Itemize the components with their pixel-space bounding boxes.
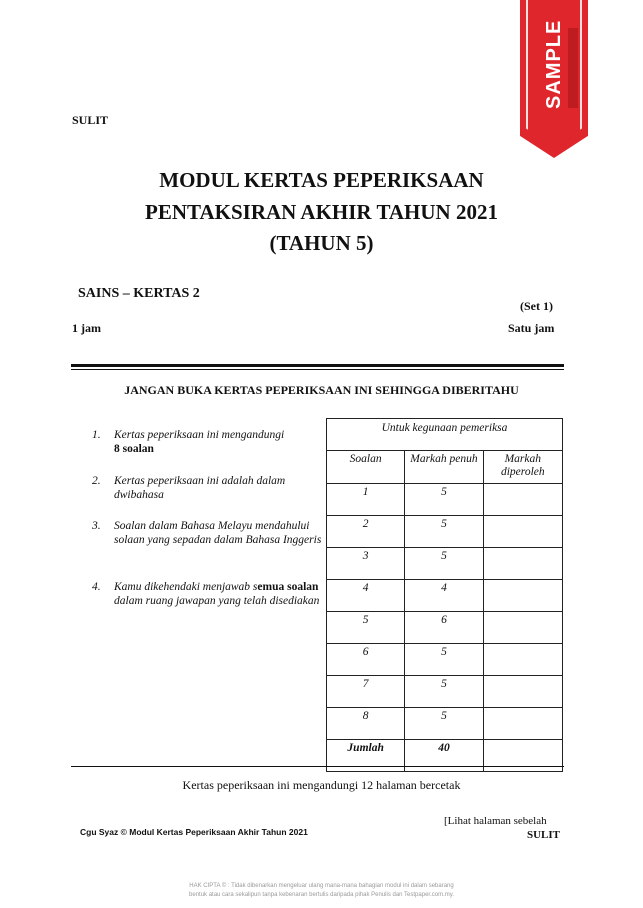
bottom-rule xyxy=(71,766,564,767)
instruction-text: Soalan dalam Bahasa Melayu mendahului solaan yang sepadan dalam Bahasa Inggeris xyxy=(114,520,322,546)
instruction-text: Kertas peperiksaan ini mengandungi xyxy=(114,429,285,441)
copyright-line-2: bentuk atau cara sekalipun tanpa kebenaran bertulis daripada pihak Penulis dan Testpaper.com.my. xyxy=(189,892,454,898)
full-mark: 5 xyxy=(405,548,483,580)
footer-author: Cgu Syaz © Modul Kertas Peperiksaan Akhir Tahun 2021 xyxy=(80,827,308,837)
full-mark: 5 xyxy=(405,484,483,516)
set-label: (Set 1) xyxy=(520,299,553,313)
table-row xyxy=(327,580,563,612)
table-row xyxy=(327,708,563,740)
table-row xyxy=(327,548,563,580)
footer-next-page: [Lihat halaman sebelah xyxy=(444,815,547,827)
table-caption: Untuk kegunaan pemeriksa xyxy=(327,419,563,451)
full-mark: 4 xyxy=(405,580,483,612)
table-header-markah-diperoleh: Markah diperoleh xyxy=(483,451,562,484)
full-mark: 5 xyxy=(405,676,483,708)
full-mark: 5 xyxy=(405,708,483,740)
obtained-mark xyxy=(483,484,562,516)
instruction-text-rest: dalam ruang jawapan yang telah disediakan xyxy=(114,595,320,607)
total-mark: 40 xyxy=(405,740,483,772)
full-mark: 6 xyxy=(405,612,483,644)
instruction-text: Kertas peperiksaan ini adalah dalam dwibahasa xyxy=(114,475,286,501)
instruction-number: 4. xyxy=(92,581,101,593)
subject-label: SAINS – KERTAS 2 xyxy=(78,286,200,301)
instruction-item xyxy=(92,519,322,547)
obtained-mark xyxy=(483,548,562,580)
instruction-item xyxy=(92,580,322,608)
page-count-note: Kertas peperiksaan ini mengandungi 12 halaman bercetak xyxy=(182,778,461,792)
obtained-mark xyxy=(483,516,562,548)
double-rule-thick xyxy=(71,364,564,367)
table-header-soalan: Soalan xyxy=(327,451,405,484)
instruction-number: 1. xyxy=(92,429,101,441)
copyright-line-1: HAK CIPTA © : Tidak dibenarkan mengeluar ulang mana-mana bahagian modul ini dalam sebarang xyxy=(189,883,454,889)
double-rule-thin xyxy=(71,369,564,370)
duration-left: 1 jam xyxy=(72,321,101,335)
question-number: 5 xyxy=(327,612,405,644)
title-line-2: PENTAKSIRAN AKHIR TAHUN 2021 xyxy=(145,200,498,224)
title-line-1: MODUL KERTAS PEPERIKSAAN xyxy=(159,168,484,192)
obtained-mark xyxy=(483,612,562,644)
question-number: 8 xyxy=(327,708,405,740)
title-line-3: (TAHUN 5) xyxy=(269,231,374,255)
total-label: Jumlah xyxy=(327,740,405,772)
header-sulit: SULIT xyxy=(72,113,109,127)
obtained-mark xyxy=(483,580,562,612)
question-number: 4 xyxy=(327,580,405,612)
table-header-markah-penuh: Markah penuh xyxy=(405,451,483,484)
instruction-bold-text: emua soalan xyxy=(257,581,319,593)
instruction-item xyxy=(92,474,322,502)
question-number: 3 xyxy=(327,548,405,580)
examiner-table xyxy=(326,418,563,772)
table-row xyxy=(327,644,563,676)
instruction-number: 2. xyxy=(92,475,101,487)
question-number: 2 xyxy=(327,516,405,548)
instruction-number: 3. xyxy=(92,520,101,532)
question-number: 1 xyxy=(327,484,405,516)
sample-ribbon-shade xyxy=(568,28,578,108)
table-row xyxy=(327,676,563,708)
instruction-bold-text: 8 soalan xyxy=(114,443,154,455)
obtained-mark xyxy=(483,708,562,740)
obtained-mark xyxy=(483,644,562,676)
copyright-notice xyxy=(0,882,643,900)
instruction-item xyxy=(92,428,322,456)
duration-right: Satu jam xyxy=(508,321,555,335)
footer-sulit: SULIT xyxy=(527,829,561,841)
full-mark: 5 xyxy=(405,516,483,548)
obtained-mark xyxy=(483,676,562,708)
table-row xyxy=(327,516,563,548)
table-row xyxy=(327,612,563,644)
warning-notice: JANGAN BUKA KERTAS PEPERIKSAAN INI SEHINGGA DIBERITAHU xyxy=(124,383,519,397)
sample-badge-text: SAMPLE xyxy=(543,19,565,109)
question-number: 7 xyxy=(327,676,405,708)
table-row xyxy=(327,484,563,516)
full-mark: 5 xyxy=(405,644,483,676)
question-number: 6 xyxy=(327,644,405,676)
instruction-text: Kamu dikehendaki menjawab s xyxy=(114,581,258,593)
